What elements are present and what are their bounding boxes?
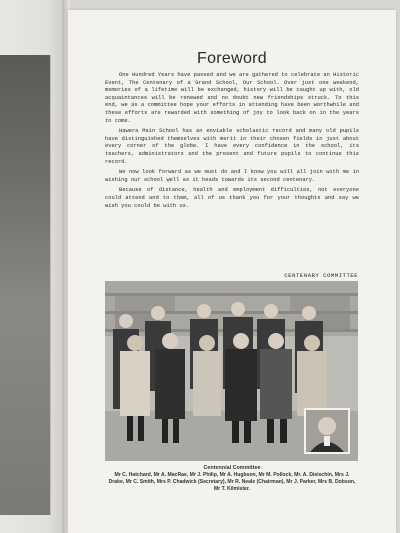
paragraph-2: Hawera Main School has an enviable scholastic record and many old pupils have distinguished themselves with merit in their chosen fields in just about every corner of the globe. I have every confidence in the school, its teachers, administrators and the present and future pupils to continue this record. xyxy=(105,128,359,165)
signature: CENTENARY COMMITTEE xyxy=(284,272,358,279)
left-page-photo xyxy=(0,55,51,515)
inset-portrait xyxy=(304,408,350,454)
page-title: Foreword xyxy=(197,50,267,67)
foreword-page xyxy=(68,10,396,533)
caption-title: Centennial Committee xyxy=(203,465,261,471)
paragraph-4: Because of distance, health and employment difficulties, not everyone could attend and to them, all of us thank you for your thoughts and say we wish you could be with us. xyxy=(105,187,359,209)
paragraph-1: One Hundred Years have passed and we are gathered to celebrate an Historic Event, The Centenary of a Grand School, Our School. Over just one weekend, memories of a lifetime will be exchanged, history will be caught up with, old acquaintances will be renewed and no doubt new friendships struck. To this end, we as a committee hope your efforts in attending have been worthwhile and these efforts are rewarded with something of joy to look back on in the years to come. xyxy=(105,72,359,124)
inset-portrait-graphic xyxy=(306,410,348,452)
left-facing-page xyxy=(0,0,66,533)
foreword-body xyxy=(105,72,359,213)
paragraph-3: We now look forward as we must do and I know you will all join with me in wishing our school well as it heads towards its second centenary. xyxy=(105,169,359,183)
photo-caption: Mr C. Hatchard, Mr A. MacRae, Mr J. Philip, Mr A. Hugbson, Mr M. Pollock, Mr. A. Dieischin, Mrs J. Drake, Mr C. Smith, Mrs P. Chadwick (Secretary), Mr R. Neale (Chairman), Mr J. Parker, Mrs B. Dobson, Mr T. Kilmister. xyxy=(108,472,356,492)
